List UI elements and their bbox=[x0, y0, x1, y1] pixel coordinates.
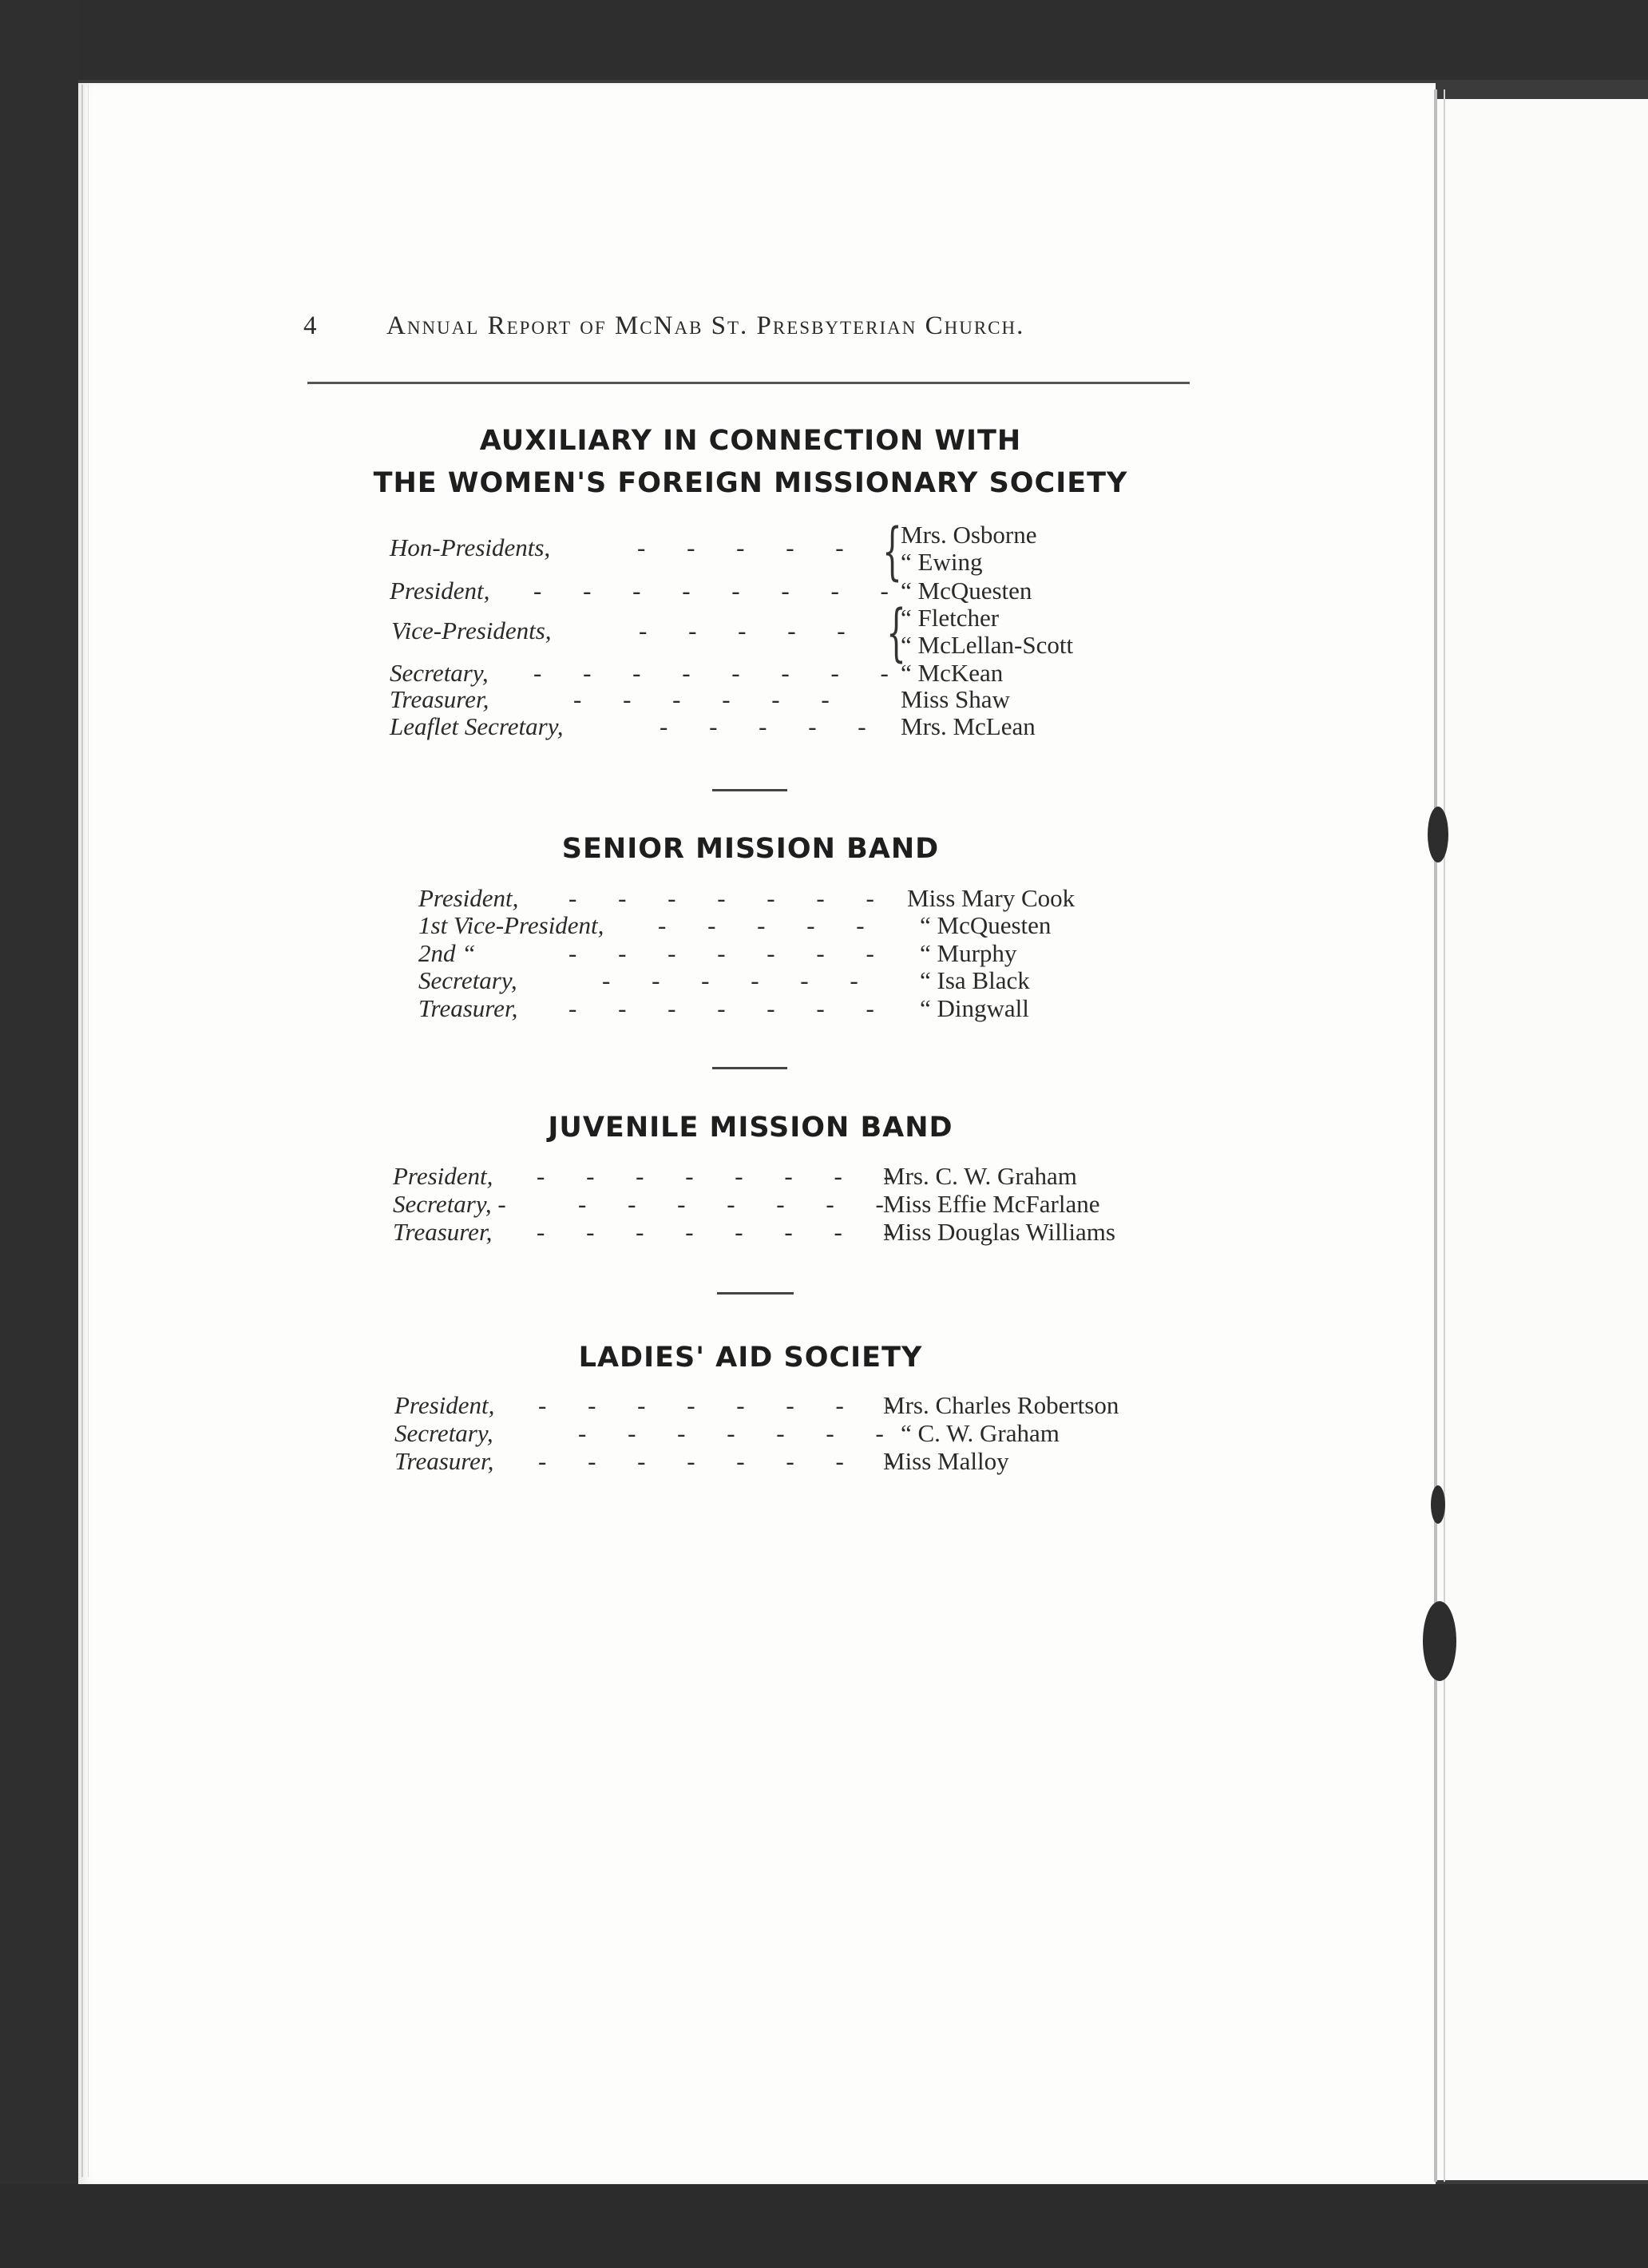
office-title: Secretary, - bbox=[393, 1190, 506, 1218]
office-row bbox=[418, 939, 1217, 968]
office-title: Leaflet Secretary, bbox=[390, 712, 564, 740]
office-row bbox=[394, 1447, 1193, 1476]
leader-dots: - - - - - - - - bbox=[538, 1391, 911, 1419]
leader-dots: - - - - - bbox=[637, 533, 862, 561]
leader-dots: - - - - - bbox=[660, 712, 884, 740]
officer-name: “ Isa Black bbox=[920, 966, 1030, 994]
senior-band-title: SENIOR MISSION BAND bbox=[561, 833, 940, 865]
ink-blot bbox=[1423, 1601, 1456, 1681]
office-title: Secretary, bbox=[394, 1419, 493, 1447]
office-title: President, bbox=[394, 1391, 495, 1419]
leader-dots: - - - - - - - bbox=[578, 1419, 901, 1447]
leader-dots: - - - - - - - - bbox=[537, 1218, 909, 1246]
officer-name: “ McLellan-Scott bbox=[901, 631, 1074, 659]
officer-name: Miss Douglas Williams bbox=[883, 1218, 1115, 1246]
officer-name: “ Ewing bbox=[901, 548, 983, 576]
officer-name: Miss Malloy bbox=[883, 1447, 1009, 1475]
auxiliary-title-line1: AUXILIARY IN CONNECTION WITH bbox=[479, 425, 1022, 457]
leader-dots: - - - - - - bbox=[602, 966, 876, 994]
officer-name: Mrs. Charles Robertson bbox=[883, 1391, 1119, 1419]
officer-name: “ Dingwall bbox=[920, 994, 1029, 1022]
office-row bbox=[418, 994, 1217, 1023]
page-number: 4 bbox=[303, 311, 318, 340]
officer-name: “ Murphy bbox=[920, 939, 1017, 967]
section-divider bbox=[717, 1292, 794, 1295]
office-title: Vice-Presidents, bbox=[391, 617, 552, 644]
scan-border-left bbox=[0, 0, 78, 2268]
officer-name: Mrs. Osborne bbox=[901, 521, 1037, 549]
office-row bbox=[418, 966, 1217, 995]
page-fold bbox=[1434, 89, 1437, 2182]
office-title: Secretary, bbox=[418, 966, 517, 994]
leader-dots: - - - - - - - - bbox=[533, 577, 906, 605]
ladies-aid-title: LADIES' AID SOCIETY bbox=[578, 1342, 923, 1374]
leader-dots: - - - - - bbox=[658, 911, 882, 939]
officer-name: Miss Shaw bbox=[901, 685, 1010, 713]
officer-name: “ McKean bbox=[901, 659, 1004, 687]
officer-name: Miss Mary Cook bbox=[907, 884, 1076, 912]
officer-name: “ McQuesten bbox=[920, 911, 1052, 939]
brace-hon-presidents: { bbox=[882, 516, 902, 588]
office-title: Treasurer, bbox=[390, 685, 489, 713]
brace-vice-presidents: { bbox=[886, 597, 906, 669]
office-title: President, bbox=[418, 884, 519, 912]
leader-dots: - - - - - - - - bbox=[537, 1162, 909, 1190]
leader-dots: - - - - - - - bbox=[568, 994, 892, 1022]
section-divider bbox=[712, 789, 787, 791]
office-title: Treasurer, bbox=[394, 1447, 494, 1475]
office-row bbox=[418, 911, 1217, 940]
officer-name: Mrs. McLean bbox=[901, 712, 1036, 740]
leader-dots: - - - - - - - bbox=[578, 1190, 901, 1218]
leader-dots: - - - - - - - - bbox=[533, 659, 906, 687]
office-title: 1st Vice-President, bbox=[418, 911, 604, 939]
ink-blot bbox=[1428, 807, 1448, 862]
office-title: Treasurer, bbox=[393, 1218, 493, 1246]
officer-name: Miss Effie McFarlane bbox=[883, 1190, 1100, 1218]
juvenile-band-title: JUVENILE MISSION BAND bbox=[548, 1112, 953, 1144]
section-divider bbox=[712, 1067, 787, 1069]
office-title: Secretary, bbox=[390, 659, 489, 687]
page-fold-shadow bbox=[1444, 89, 1445, 2182]
office-row bbox=[390, 659, 1188, 688]
leader-dots: - - - - - - - - bbox=[538, 1447, 911, 1475]
office-title: President, bbox=[390, 577, 490, 605]
office-row bbox=[390, 712, 1188, 741]
office-title: Hon-Presidents, bbox=[390, 533, 551, 561]
officer-name: “ Fletcher bbox=[901, 604, 1000, 632]
ink-blot bbox=[1431, 1485, 1445, 1524]
header-rule bbox=[307, 382, 1190, 384]
running-title: Annual Report of McNab St. Presbyterian Church. bbox=[386, 311, 1025, 340]
leader-dots: - - - - - - - bbox=[568, 884, 892, 912]
office-row bbox=[390, 577, 1188, 605]
office-row bbox=[390, 685, 1188, 714]
scan-border-top bbox=[0, 0, 1648, 80]
office-title: President, bbox=[393, 1162, 493, 1190]
office-row bbox=[394, 1419, 1193, 1448]
auxiliary-title-line2: THE WOMEN'S FOREIGN MISSIONARY SOCIETY bbox=[373, 467, 1128, 499]
office-row bbox=[418, 884, 1217, 913]
officer-name: “ McQuesten bbox=[901, 577, 1032, 605]
leader-dots: - - - - - - bbox=[573, 685, 847, 713]
facing-page bbox=[1437, 99, 1648, 2180]
office-row bbox=[390, 533, 1188, 562]
office-title: Treasurer, bbox=[418, 994, 518, 1022]
leader-dots: - - - - - bbox=[639, 617, 863, 644]
page-edge bbox=[81, 85, 89, 2177]
scan-border-bottom bbox=[0, 2184, 1648, 2268]
leader-dots: - - - - - - - bbox=[568, 939, 892, 967]
officer-name: Mrs. C. W. Graham bbox=[883, 1162, 1077, 1190]
office-title: 2nd “ bbox=[418, 939, 476, 967]
officer-name: “ C. W. Graham bbox=[901, 1419, 1060, 1447]
